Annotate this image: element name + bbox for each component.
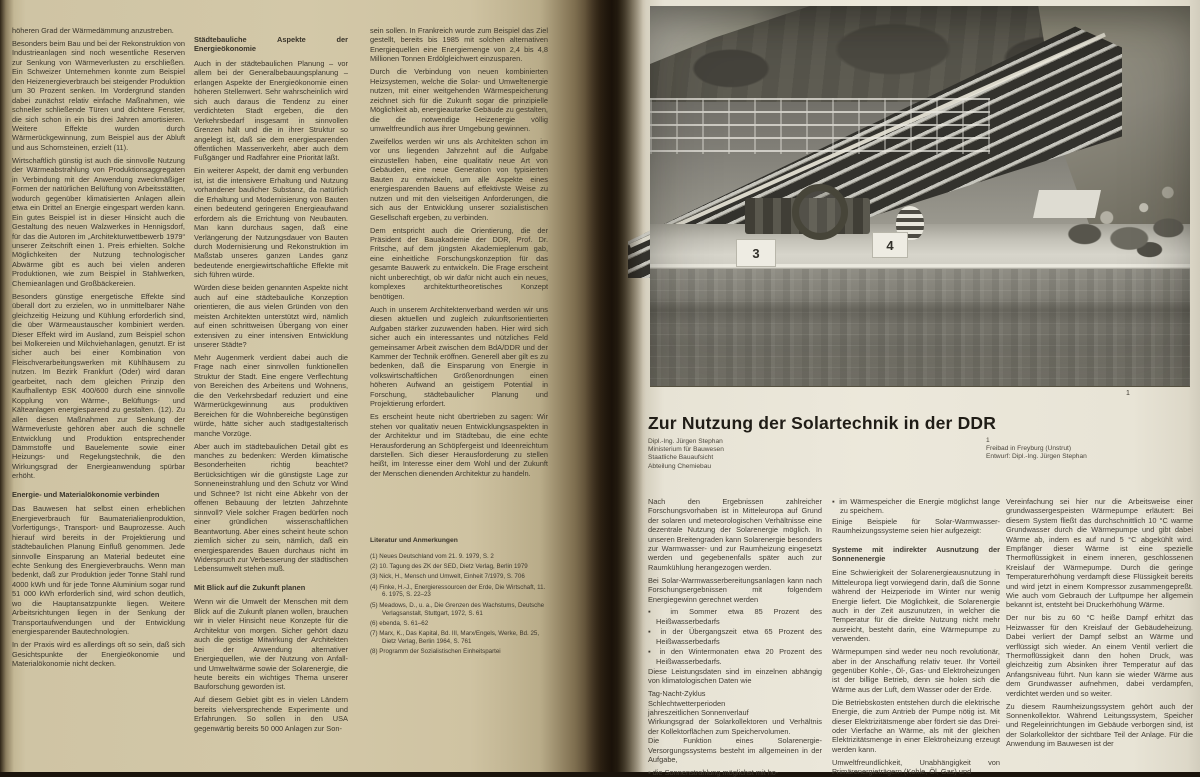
paragraph: Besonders beim Bau und bei der Rekonstruktion von Industrieanlagen sind noch wesentliche Reserven zur Senkung von Wärmeverlusten zu erschließen. Ein Schweizer Unternehmen konnte zum Beispiel den Heizenergieverbrauch bei steigender Produktion um 30 Prozent senken. Im Vordergrund standen dabei zunächst relativ einfache Maßnahmen, wie schneller schließende Türen und dichtere Fenster, die sich schon in ein bis drei Jahren amortisieren. Weitere Effekte wurden durch Wärmerückgewinnung, zum Beispiel aus der Abluft und aus Schornsteinen, erzielt (11).: [12, 38, 185, 152]
photo-start-block-3: 3: [736, 239, 776, 267]
bullet-item: ▪ in den Wintermonaten etwa 20 Prozent des Heißwasserbedarfs.: [648, 647, 822, 666]
caption-lines: [986, 445, 1186, 461]
reference-item: (1) Neues Deutschland vom 21. 9. 1979, S. 2: [370, 552, 494, 560]
list-line: jahreszeitlichen Sonnenverlauf: [648, 708, 749, 718]
list-line: Freibad in Freyburg (Unstrut): [986, 445, 1072, 453]
bullet-item: ▪ in der Übergangszeit etwa 65 Prozent des Heißwasserbedarfs: [648, 627, 822, 646]
paragraph: Aber auch im städtebaulichen Detail gibt es manches zu bedenken: Werden klimatische Besonderheiten richtig beachtet? Berücksichtigen wir die günstigste Lage zur Sonneneinstrahlung und den Schutz vor Wind und Schnee? Ist nicht eine Abkehr von der offenen Bebauung der letzten Jahrzehnte sinnvoll? Viele solcher Fragen bedürfen noch einer gründlichen wissenschaftlichen Beantwortung. Aber eines scheint heute schon ziemlich sicher zu sein, nämlich, daß ein energiesparendes Bauen durchaus nicht im Widerspruch zur Verbesserung der städtischen Lebensumwelt stehen muß.: [194, 441, 348, 574]
paragraph: sein sollen. In Frankreich wurde zum Beispiel das Ziel gestellt, bereits bis 1985 mit solchen alternativen Energiequellen eine Energiemenge von 2,4 bis 4,8 Millionen Tonnen Erdölgleichwert einzusparen.: [370, 26, 548, 64]
paragraph: Wärmepumpen sind weder neu noch revolutionär, aber in der Anschaffung relativ teuer. Ihr Vorteil gegenüber Kohle-, Öl-, Gas- und Elektroheizungen ist der billige Betrieb, denn sie holen sich die Wärme aus der Luft, dem Wasser oder der Erde.: [832, 647, 1000, 694]
paragraph: Es erscheint heute nicht übertrieben zu sagen: Wir stehen vor qualitativ neuen Entwicklungsaspekten in der Architektur und im Städtebau, die eine echte Herausforderung an Schöpfergeist und Ideenreichtum darstellen. Sich dieser Herausforderung zu stellen heißt, im Interesse einer dem Wohl und der Zukunft der Menschen dienenden Architektur zu handeln.: [370, 412, 548, 478]
literature-heading: Literatur und Anmerkungen: [370, 537, 458, 545]
list-line: Schlechtwetterperioden: [648, 698, 726, 708]
paragraph: Dem entspricht auch die Orientierung, die der Präsident der Bauakademie der DDR, Prof. Dr. Fritsche, auf dem jüngsten Akademieplenum gab, eine einheitliche Forschungskonzeption für das gesamte Bauwerk zu entwickeln. Die Frage erscheint nicht unberechtigt, ob wir dafür nicht auch ein neues, komplexes architekturtheoretisches Konzept benötigen.: [370, 225, 548, 301]
list-line: Staatliche Bauaufsicht: [648, 454, 714, 462]
left-page-column-3: [370, 26, 548, 772]
bullet-item: ▪ die Sonnenstrahlung möglichst mit ho-: [648, 767, 779, 777]
photo-start-block-4: 4: [872, 232, 908, 258]
paragraph: Würden diese beiden genannten Aspekte nicht auch auf eine städtebauliche Konzeption orientieren, die aus vielen Gründen von den meisten Architekten unterstützt wird, nämlich auf einen schrittweisen Übergang von einer extensiven zu einer intensiven Entwicklung unserer Städte?: [194, 283, 348, 350]
list-line: Dipl.-Ing. Jürgen Stephan: [648, 438, 723, 445]
right-page-column-2: [832, 497, 1000, 777]
paragraph: Die Betriebskosten entstehen durch die elektrische Energie, die zum Antrieb der Pumpe nötig ist. Mit dieser Elektrizitätsmenge aber fördert sie das Drei- oder Vierfache an Wärme, als mit der gleichen Elektrizitätsmenge in einer Elektroheizung erzeugt werden kann.: [832, 697, 1000, 754]
photo-caption: [986, 437, 1186, 462]
photo-vignette: [650, 6, 1190, 386]
bullet-item: ▪ im Sommer etwa 85 Prozent des Heißwasserbedarfs: [648, 607, 822, 626]
left-page-column-2: [194, 26, 348, 772]
left-page-column-1: [12, 26, 185, 772]
paragraph: Zu diesem Raumheizungssystem gehört auch der Sonnenkollektor. Während Leitungssystem, Speicher und Regeleinrichtungen im Gebäude verborgen sind, ist der Solarkollektor der sichtbare Teil der Anlage. Für die Anwendung im Bauwesen ist der: [1006, 701, 1193, 749]
author-block: [648, 438, 868, 471]
section-heading: Systeme mit indirekter Ausnutzung der Sonnenenergie: [832, 544, 1000, 564]
figure-number: 1: [1126, 390, 1130, 397]
reference-item: (4) Finke, H.-J., Energieressourcen der Erde, Die Wirtschaft, 11. 6. 1975, S. 22–23: [370, 583, 546, 599]
paragraph: Durch die Verbindung von neuen kombinierten Heizsystemen, welche die Solar- und Umweltenergie nutzen, mit einer weitgehenden Wärmespeicherung zeichnet sich für die Zukunft sogar die prinzipielle Möglichkeit ab, energieautarke Gebäude zu gestalten, die die notwendige Heizenergie völlig umweltfreundlich aus ihrer Umgebung gewinnen.: [370, 67, 548, 134]
paragraph: Auch in unserem Architektenverband werden wir uns diesen aktuellen und zugleich zukunftsorientierten Aufgaben stärker zuzuwenden haben. Hier wird sich sicher auch ein interessantes und nützliches Feld gemeinsamer Arbeit zwischen dem BdA/DDR und der Kammer der Technik eröffnen. Generell aber gilt es zu bedenken, daß die Einsparung von Energie in volkswirtschaftlichen Größenordnungen einen höheren Aufwand an geistigem Potential in Forschung, städtebaulicher Planung und Projektierung erfordert.: [370, 304, 548, 409]
paragraph: Wirtschaftlich günstig ist auch die sinnvolle Nutzung der Wärmeabstrahlung von Produktionsaggregaten in Verbindung mit der Anwendung zweckmäßiger Formen der natürlichen Belüftung von Arbeitsstätten, wodurch gegenüber klimatisierten Anlagen allein etwa ein Drittel an Energie eingespart werden kann. Ein gutes Beispiel ist in dieser Hinsicht auch die Gestaltung des neuen Walzwerkes in Hennigsdorf, für das die Autoren im „Architekturwettbewerb 1979“ unserer Zeitschrift einen 1. Preis erhielten. Solche Möglichkeiten der Nutzung technologischer Abwärme gibt es auch bei vielen anderen Produktionen, wie zum Beispiel in Stahlwerken, Chemieanlagen und Großbäckereien.: [12, 155, 185, 288]
paragraph: Nach den Ergebnissen zahlreicher Forschungsvorhaben ist in Mitteleuropa auf Grund der solaren und meteorologischen Verhältnisse eine dezentrale Nutzung der Solarenergie möglich. In unseren Breitengraden kann Solarenergie besonders zur Warmwasser- und zur Raumheizung eingesetzt werden und gegebenenfalls später auch zur Raumkühlung herangezogen werden.: [648, 497, 822, 572]
paragraph: Ein weiterer Aspekt, der damit eng verbunden ist, ist die intensivere Erhaltung und Nutzung vorhandener baulicher Substanz, da natürlich die Erhaltung und Modernisierung von Bauten einen bedeutend geringeren Energieaufwand erfordern als die Errichtung von Neubauten. Man kann durchaus sagen, daß eine Verlängerung der Nutzungsdauer von Bauten durch Modernisierung und Rekonstruktion im Maßstab unseres ganzen Landes ganz bedeutende energiewirtschaftliche Effekte mit sich führen würde.: [194, 166, 348, 280]
section-heading: Mit Blick auf die Zukunft planen: [194, 582, 306, 592]
section-heading: Städtebauliche Aspekte der Energieökonomie: [194, 35, 348, 54]
reference-item: (8) Programm der Sozialistischen Einheitspartei: [370, 648, 501, 656]
list-line: Abteilung Chemiebau: [648, 462, 712, 470]
paragraph: Das Bauwesen hat selbst einen erheblichen Energieverbrauch für Baumaterialienproduktion, Vorfertigungs-, Transport- und Bauprozesse. Auch hierauf wird bereits in der Projektierung und städtebaulichen Planung Einfluß genommen. Jede sinnvolle Einsparung an Material bedeutet eine echte Senkung des Energieverbrauchs. Wenn man bedenkt, daß zur Produktion jeder Tonne Stahl rund 4000 kWh und für jede Tonne Aluminium sogar rund 51 000 kWh erforderlich sind, wird schon deutlich, wo die Hauptansatzpunkte liegen. Weitere Arbeitsrichtungen liegen in der Senkung der Transportaufwendungen und der Entwicklung energiesparender Bautechnologien.: [12, 504, 185, 637]
list-line: Ministerium für Bauwesen: [648, 446, 724, 454]
reference-item: (2) 10. Tagung des ZK der SED, Dietz Verlag, Berlin 1979: [370, 563, 528, 571]
paragraph: Umweltfreundlichkeit, Unabhängigkeit von Primärenergieträgern (Kohle, Öl, Gas) und: [832, 757, 1000, 777]
paragraph: In der Praxis wird es allerdings oft so sein, daß sich Gesichtspunkte der Energieökonomie und Materialökonomie nicht decken.: [12, 640, 185, 668]
paragraph: Auch in der städtebaulichen Planung – vor allem bei der Generalbebauungsplanung – erlangen Aspekte der Energieökonomie einen höheren Stellenwert. Sehr wahrscheinlich wird sich auch daraus die Tendenz zu einer verdichteten Stadt ergeben, die den Verkehrsbedarf insgesamt in sinnvollen Grenzen hält und die in ihrer Struktur so angelegt ist, daß sie dem energiesparenden öffentlichen Massenverkehr, aber auch dem Fußgänger und Radfahrer eine Priorität läßt.: [194, 58, 348, 163]
paragraph: Vereinfachung sei hier nur die Arbeitsweise einer grundwassergespeisten Wärmepumpe erläutert: Bei diesem System fließt das durchschnittlich 10 °C warme Grundwasser durch die Wärmepumpe und gibt dabei Wärme ab, indem es auf rund 5 °C abgekühlt wird. Empfänger dieser Wärme ist eine spezielle Thermoflüssigkeit in einem inneren, geschlossenen Kreislauf der Wärmepumpe. Durch die geringe Temperaturerhöhung verdampft diese Flüssigkeit bereits und wird jetzt in einem Kompressor zusammengepreßt. Wie auch vom Gebrauch der Luftpumpe her allgemein bekannt ist, entsteht bei Druckerhöhung Wärme.: [1006, 497, 1193, 610]
paragraph: Die Funktion eines Solarenergie-Versorgungssystems besteht im allgemeinen in der Aufgabe,: [648, 736, 822, 765]
paragraph: Diese Leistungsdaten sind im einzelnen abhängig von klimatologischen Daten wie: [648, 666, 822, 686]
list-line: Tag-Nacht-Zyklus: [648, 689, 706, 699]
right-page-column-1: [648, 497, 822, 777]
reference-item: (6) ebenda, S. 61–62: [370, 619, 429, 627]
paragraph: Bei Solar-Warmwasserbereitungsanlagen kann nach Forschungsergebnissen mit folgendem Energiegewinn gerechnet werden: [648, 575, 822, 604]
paragraph: Besonders günstige energetische Effekte sind überall dort zu erzielen, wo in unmittelbarer Nähe gleichzeitig Heizung und Kühlung erforderlich sind, die über Wärmeaustauscher kombiniert werden. Dieser Effekt wird im Ausland, zum Beispiel schon bei Molkereien und Milchviehanlagen, genutzt. Er ist sicher auch bei einer Kombination von Fleischverarbeitungswerken mit Kühlhäusern zu nutzen. Im Bezirk Frankfurt (Oder) wird daran gearbeitet, nach dem gleichen Prinzip den Kaufhallentyp ESK 400/600 durch eine sinnvolle Kopplung von Wärme-, Belüftungs- und Kälteanlagen energiesparend zu gestalten. (12). Zu allen diesen Maßnahmen zur Senkung der Wärmeverluste gehören aber auch die schnelle Entwicklung und Produktion entsprechender Dämmstoffe und Bauelemente sowie einer Heizungs- und Regelungstechnik, die den Wirkungsgrad der Energieanwendung spürbar erhöht.: [12, 291, 185, 481]
list-line: Wirkungsgrad der Solarkollektoren und Verhältnis der Kollektorflächen zum Speichervolumen.: [648, 717, 822, 736]
paragraph: höheren Grad der Wärmedämmung anzustreben.: [12, 26, 174, 35]
paragraph: Der nur bis zu 60 °C heiße Dampf erhitzt das Heizwasser für den Kreislauf der Gebäudeheizung. Dabei verliert der Dampf selbst an Wärme und verflüssigt sich wieder. An einem Ventil verliert die Thermoflüssigkeit dann den hohen Druck, was gleichzeitig zum Absinken ihrer Temperatur auf das Anfangsniveau führt. Nun kann sie wieder Wärme aus dem Grundwasser aufnehmen, dabei verdampfen, verdichtet werden und so weiter.: [1006, 613, 1193, 698]
paragraph: Eine Schwierigkeit der Solarenergieausnutzung in Mitteleuropa liegt vorwiegend darin, daß die Sonne während der Heizperiode im Winter nur wenig Energie liefert. Die Möglichkeit, die Solarenergie auch in der Zeit auszunutzen, in welcher die Temperatur für die direkte Nutzung nicht mehr ausreicht, besteht darin, eine Wärmepumpe zu verwenden.: [832, 568, 1000, 644]
caption-number: 1: [986, 437, 990, 444]
reference-item: (3) Nick, H., Mensch und Umwelt, Einheit 7/1979, S. 706: [370, 573, 525, 581]
bullet-item: ▪ im Wärmespeicher die Energie möglichst lange zu speichern.: [832, 497, 1000, 516]
reference-item: (7) Marx, K., Das Kapital, Bd. III, Marx/Engels, Werke, Bd. 25, Dietz Verlag, Berlin 1964, S. 761: [370, 630, 540, 645]
list-line: Entwurf: Dipl.-Ing. Jürgen Stephan: [986, 453, 1087, 461]
reference-item: (5) Meadows, D., u. a., Die Grenzen des Wachstums, Deutsche Verlagsanstalt, Stuttgart, 1972, S. 61: [370, 601, 545, 617]
paragraph: Zweifellos werden wir uns als Architekten schon im vor uns liegenden Jahrzehnt auf die Aufgabe einzustellen haben, eine qualitativ neue Art von Gebäuden, eine neue Generation von typisierten Bauten zu entwickeln, um alle Aspekte eines energiesparenden Bauens auf effektivste Weise zu nutzen und mit den vielseitigen Anforderungen, die sich aus der Entwicklung unserer sozialistischen Gesellschaft ergeben, zu verbinden.: [370, 136, 548, 222]
article-title: Zur Nutzung der Solartechnik in der DDR: [648, 412, 997, 433]
paragraph: Wenn wir die Umwelt der Menschen mit dem Blick auf die Zukunft planen wollen, brauchen wir in vieler Hinsicht neue Konzepte für die Architektur von morgen. Sicher gehört dazu auch die geistige Mitwirkung der Architekten bei der Anwendung alternativer Energiequellen, wie der Nutzung von Anfall- und Umweltwärme sowie der Solarenergie, die heute bereits ein wichtiges Thema unserer Bauforschung geworden ist.: [194, 597, 348, 692]
paragraph: Auf diesem Gebiet gibt es in vielen Ländern bereits vielversprechende Experimente und Erfahrungen. So sollen in den USA gegenwärtig bereits 50 000 Anlagen zur Son-: [194, 695, 348, 733]
paragraph: Mehr Augenmerk verdient dabei auch die Frage nach einer sinnvollen funktionellen Struktur der Stadt. Eine engere Verflechtung von Bereichen des Arbeitens und Wohnens, die den Verkehrsbedarf reduziert und eine Wärmerückgewinnung aus produktiven Bereichen für die Wohnbereiche begünstigen würde, hätte sicher auch stadtgestalterisch manche Vorzüge.: [194, 353, 348, 438]
right-page-column-3: [1006, 497, 1193, 772]
photo-freibad-freyburg: [650, 6, 1190, 387]
section-heading: Energie- und Materialökonomie verbinden: [12, 489, 160, 499]
paragraph: Einige Beispiele für Solar-Warmwasser-Raumheizungssysteme seien hier aufgezeigt:: [832, 516, 1000, 536]
